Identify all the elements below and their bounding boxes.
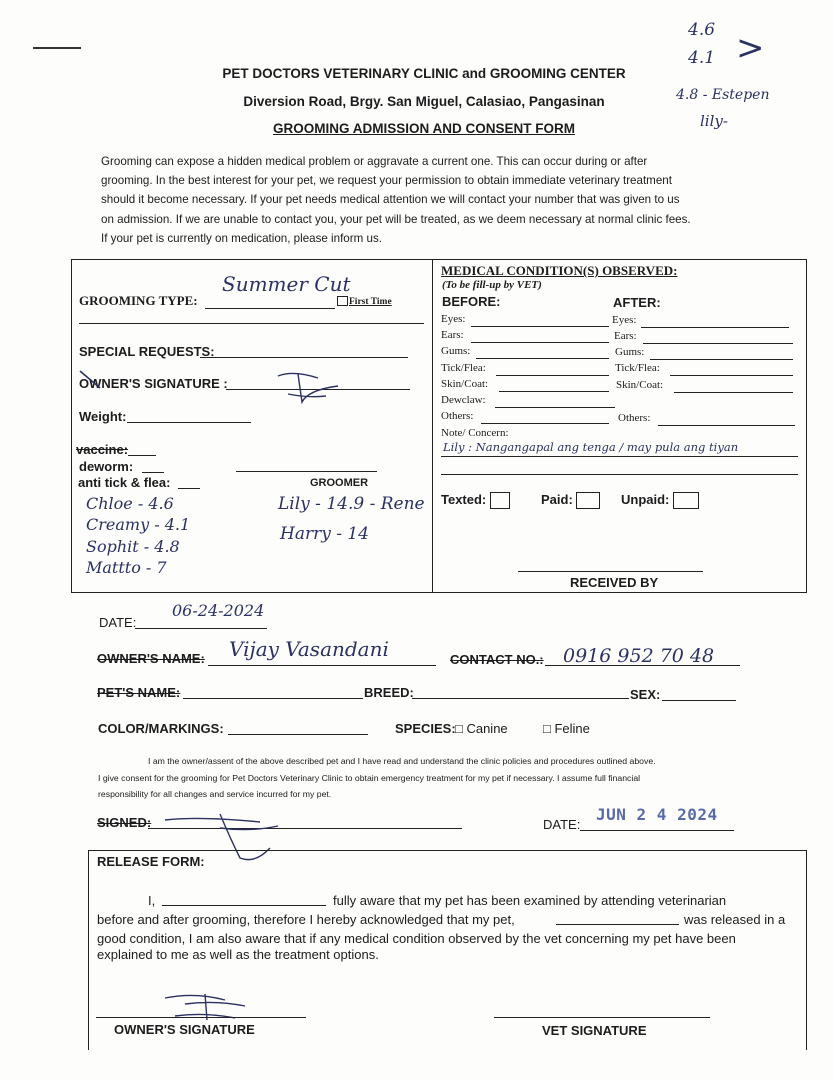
after-others-label: Others: (618, 412, 651, 424)
medical-title: MEDICAL CONDITION(S) OBSERVED: (441, 263, 678, 278)
note-label: Note/ Concern: (441, 427, 509, 439)
after-skin-line (674, 392, 793, 393)
date-line (135, 628, 267, 629)
margin-note-2: 4.1 (688, 48, 716, 68)
before-eyes-label: Eyes: (441, 313, 466, 325)
weight-line (127, 422, 251, 423)
note-value: Lily : Nangangapal ang tenga / may pula ang tiyan (443, 440, 739, 454)
intro-line: on admission. If we are unable to contact you, your pet will be treated, as we deem necessary at normal clinic fees. (101, 212, 691, 226)
after-skin-label: Skin/Coat: (616, 379, 664, 391)
weight-note-mattto: Mattto - 7 (86, 558, 167, 577)
signed-date-line (580, 830, 734, 831)
grooming-panel (71, 259, 807, 593)
clinic-name: PET DOCTORS VETERINARY CLINIC and GROOMING CENTER (222, 66, 626, 81)
weight-note-sophit: Sophit - 4.8 (86, 537, 180, 556)
note-line-1 (441, 456, 798, 457)
date-stamp: JUN 2 4 2024 (596, 805, 718, 824)
after-label: AFTER: (613, 295, 661, 310)
before-gums-line (476, 358, 609, 359)
special-requests-label: SPECIAL REQUESTS: (79, 344, 215, 359)
vaccine-label: vaccine: (76, 442, 129, 457)
sex-label: SEX: (630, 687, 661, 702)
medical-subtitle: (To be fill-up by VET) (442, 279, 542, 291)
pet-name-label: PET'S NAME: (97, 685, 181, 700)
after-eyes-label: Eyes: (612, 314, 637, 326)
special-requests-line (200, 357, 408, 358)
grooming-type-line (205, 308, 335, 309)
owner-name-value[interactable]: Vijay Vasandani (229, 637, 389, 661)
before-others-label: Others: (441, 410, 474, 422)
consent-paragraph (98, 753, 758, 803)
texted-text: Texted: (441, 492, 487, 507)
before-gums-label: Gums: (441, 345, 471, 357)
unpaid-label (621, 492, 699, 509)
paid-checkbox[interactable] (576, 492, 600, 509)
groomer-note-lily: Lily - 14.9 - Rene (278, 494, 425, 514)
species-feline-option[interactable]: □ Feline (543, 721, 590, 736)
consent-line: I am the owner/assent of the above described pet and I have read and understand the clinic policies and procedures outlined above. (148, 756, 656, 766)
margin-brace: > (736, 28, 765, 68)
form-title: GROOMING ADMISSION AND CONSENT FORM (273, 121, 575, 136)
breed-label: BREED: (364, 685, 414, 700)
consent-line: responsibility for all changes and service incurred for my pet. (98, 789, 332, 799)
weight-note-creamy: Creamy - 4.1 (86, 515, 191, 534)
margin-note-1: 4.6 (688, 20, 716, 40)
before-label: BEFORE: (442, 294, 501, 309)
before-ears-label: Ears: (441, 329, 464, 341)
grooming-type-label: GROOMING TYPE: (79, 293, 198, 308)
texted-label (441, 492, 510, 509)
unpaid-text: Unpaid: (621, 492, 670, 507)
after-others-line (658, 425, 795, 426)
release-line-1 (148, 893, 155, 908)
panel-divider (432, 259, 433, 593)
received-by-label: RECEIVED BY (570, 575, 659, 590)
after-ears-label: Ears: (614, 330, 637, 342)
groomer-line (236, 471, 377, 472)
release-owner-sig-line (96, 1017, 306, 1018)
owner-name-line (208, 665, 436, 666)
before-dewclaw-line (495, 407, 615, 408)
species-canine-option[interactable]: □ Canine (455, 721, 508, 736)
intro-line: should it become necessary. If your pet needs medical attention we will contact your number that was given to us (101, 193, 680, 207)
first-time-checkbox[interactable] (337, 296, 348, 306)
before-tick-label: Tick/Flea: (441, 362, 486, 374)
signed-label: SIGNED: (97, 815, 152, 830)
color-line (228, 734, 368, 735)
antitick-line (178, 488, 200, 489)
release-line-3: good condition, I am also aware that if any medical condition observed by the vet concerning my pet have been (97, 931, 736, 946)
date-label: DATE: (99, 615, 137, 630)
paid-text: Paid: (541, 492, 573, 507)
date-value[interactable]: 06-24-2024 (172, 601, 265, 620)
texted-checkbox[interactable] (490, 492, 510, 509)
before-others-line (481, 423, 609, 424)
release-line-4: explained to me as well as the treatment options. (97, 947, 379, 962)
intro-paragraph (101, 152, 691, 248)
before-skin-line (499, 391, 609, 392)
margin-mark (33, 47, 81, 49)
contact-value[interactable]: 0916 952 70 48 (563, 645, 715, 667)
release-line-2a: before and after grooming, therefore I hereby acknowledged that my pet, (97, 912, 515, 927)
release-line-1b: fully aware that my pet has been examined by attending veterinarian (333, 893, 727, 908)
signed-date-label: DATE: (543, 817, 581, 832)
release-pet-line (556, 924, 679, 925)
before-eyes-line (471, 326, 609, 327)
margin-note-4: lily- (700, 112, 728, 130)
paid-label (541, 492, 600, 509)
release-title: RELEASE FORM: (97, 854, 205, 869)
release-i: I, (148, 893, 156, 908)
after-tick-label: Tick/Flea: (615, 362, 660, 374)
release-vet-sig-label: VET SIGNATURE (542, 1023, 647, 1038)
margin-note-3: 4.8 - Estepen (676, 87, 770, 103)
intro-line: grooming. In the best interest for your pet, we request your permission to obtain immediate veterinary treatment (101, 174, 672, 188)
deworm-label: deworm: (79, 459, 134, 474)
groomer-label: GROOMER (310, 477, 369, 489)
after-gums-label: Gums: (615, 346, 645, 358)
first-time-label: First Time (349, 297, 392, 307)
groomer-note-harry: Harry - 14 (280, 524, 370, 544)
deworm-line (142, 472, 164, 473)
after-gums-line (650, 359, 793, 360)
grooming-type-line-2 (79, 323, 424, 324)
vaccine-line (128, 455, 156, 456)
owner-name-label: OWNER'S NAME: (97, 651, 205, 666)
weight-label: Weight: (79, 409, 127, 424)
consent-line: I give consent for the grooming for Pet Doctors Veterinary Clinic to obtain emergency treatment for my pet if necessary. I assume full financial (98, 772, 641, 783)
after-ears-line (643, 343, 793, 344)
received-by-line (518, 571, 703, 572)
before-ears-line (471, 342, 609, 343)
antitick-label: anti tick & flea: (78, 475, 171, 490)
release-owner-sig-label: OWNER'S SIGNATURE (114, 1022, 255, 1037)
before-dewclaw-label: Dewclaw: (441, 394, 486, 406)
breed-line (412, 698, 629, 699)
release-name-line (162, 905, 326, 906)
before-tick-line (496, 375, 609, 376)
clinic-address: Diversion Road, Brgy. San Miguel, Calasiao, Pangasinan (243, 94, 605, 109)
weight-note-chloe: Chloe - 4.6 (86, 494, 174, 513)
pet-name-line (183, 698, 363, 699)
grooming-type-value[interactable]: Summer Cut (222, 272, 351, 296)
after-tick-line (670, 375, 793, 376)
intro-line: If your pet is currently on medication, please inform us. (101, 231, 382, 245)
color-label: COLOR/MARKINGS: (98, 721, 224, 736)
after-eyes-line (641, 327, 789, 328)
unpaid-checkbox[interactable] (673, 492, 699, 509)
release-line-2b: was released in a (684, 912, 786, 927)
release-vet-sig-line (494, 1017, 710, 1018)
intro-line: Grooming can expose a hidden medical problem or aggravate a current one. This can occur during or after (101, 155, 648, 168)
owner-signature-scribble (78, 366, 358, 406)
owner-signature-label: OWNER'S SIGNATURE : (79, 376, 228, 391)
before-skin-label: Skin/Coat: (441, 378, 489, 390)
contact-label: CONTACT NO.: (450, 652, 544, 667)
note-line-2 (441, 474, 798, 475)
species-label: SPECIES: (395, 721, 456, 736)
sex-line (662, 700, 736, 701)
